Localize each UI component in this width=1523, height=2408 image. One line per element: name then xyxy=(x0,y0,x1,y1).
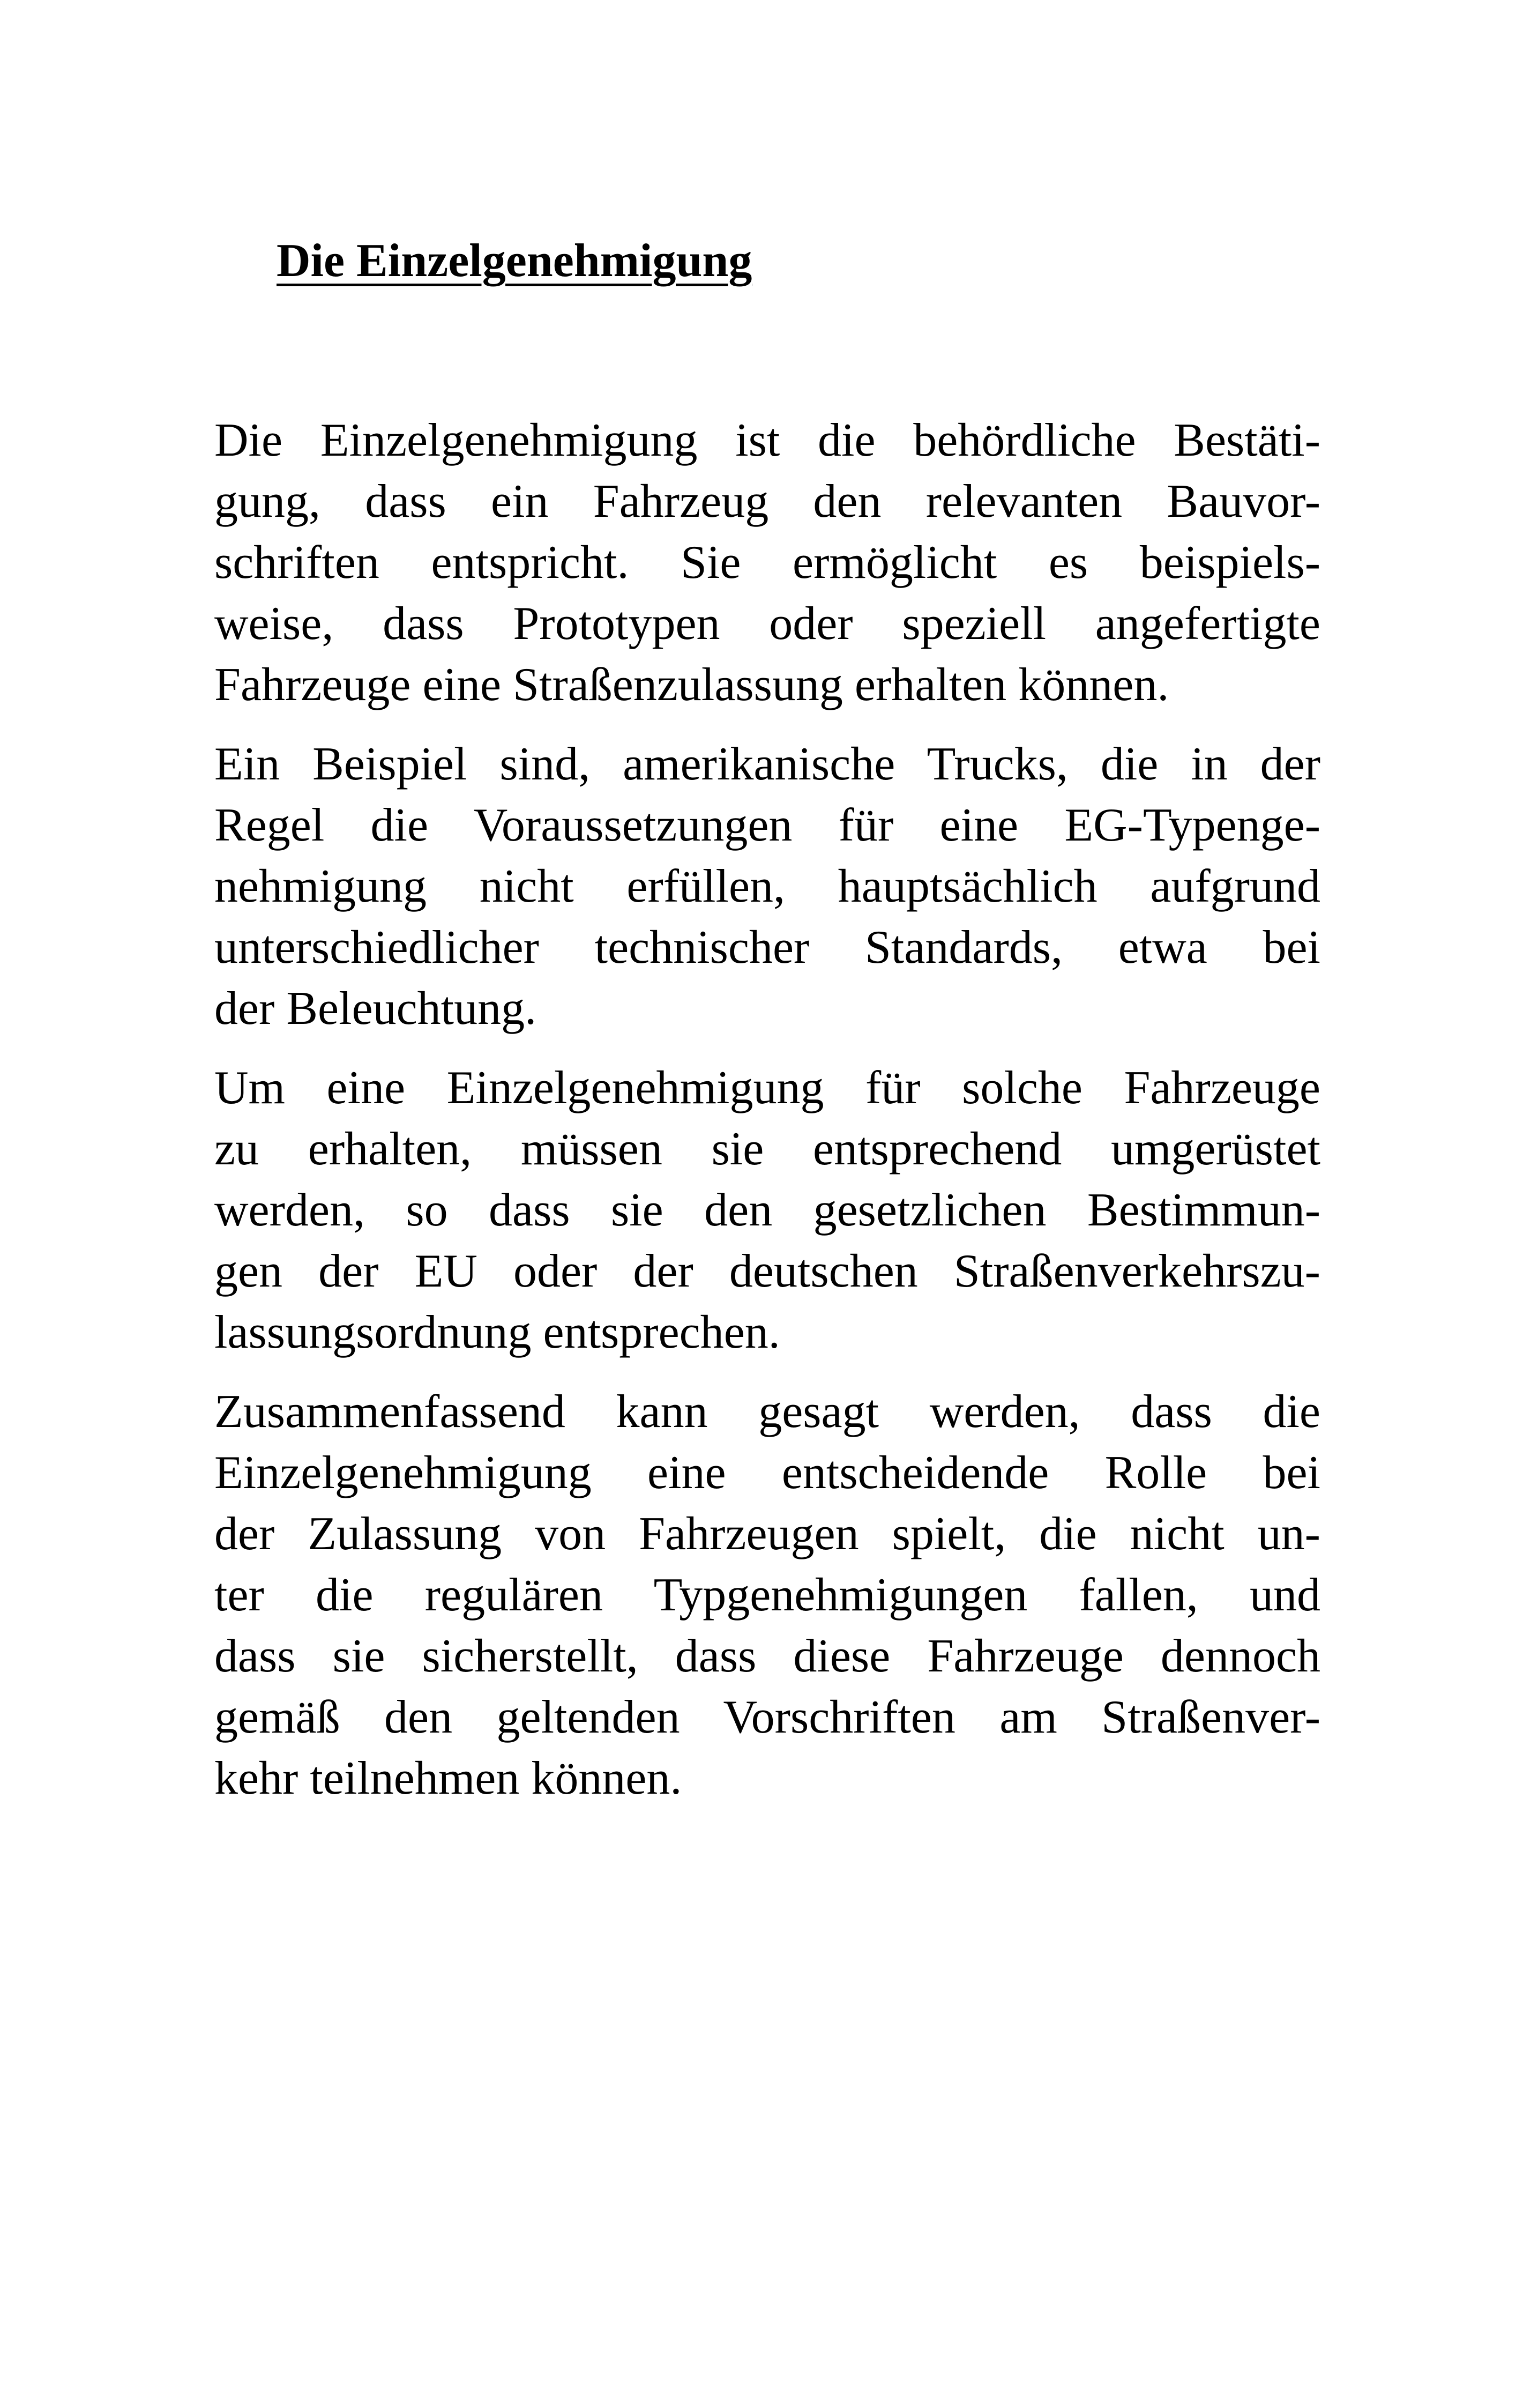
text-line: gung, dass ein Fahrzeug den relevanten Bauvor- xyxy=(214,475,1320,527)
text-line: ter die regulären Typgenehmigungen fallen, und xyxy=(214,1569,1320,1621)
paragraph-1 xyxy=(214,410,1320,716)
text-line: unterschiedlicher technischer Standards, etwa bei xyxy=(214,921,1320,973)
text-line: Einzelgenehmigung eine entscheidende Rolle bei xyxy=(214,1447,1320,1499)
text-line: dass sie sicherstellt, dass diese Fahrzeuge dennoch xyxy=(214,1630,1320,1682)
text-line: lassungsordnung entsprechen. xyxy=(214,1306,780,1358)
text-line: werden, so dass sie den gesetzlichen Bestimmun- xyxy=(214,1184,1320,1236)
text-line: weise, dass Prototypen oder speziell angefertigte xyxy=(214,598,1320,650)
text-line: Ein Beispiel sind, amerikanische Trucks, die in der xyxy=(214,738,1320,790)
text-line: Fahrzeuge eine Straßenzulassung erhalten können. xyxy=(214,659,1169,711)
text-line: kehr teilnehmen können. xyxy=(214,1752,682,1804)
text-line: Zusammenfassend kann gesagt werden, dass die xyxy=(214,1386,1320,1438)
text-line: Um eine Einzelgenehmigung für solche Fahrzeuge xyxy=(214,1062,1320,1114)
text-line: der Beleuchtung. xyxy=(214,983,537,1035)
text-line: zu erhalten, müssen sie entsprechend umgerüstet xyxy=(214,1123,1320,1175)
paragraph-2 xyxy=(214,734,1320,1039)
body-text xyxy=(214,410,1320,1827)
text-line: Die Einzelgenehmigung ist die behördliche Bestäti- xyxy=(214,414,1320,466)
text-line: nehmigung nicht erfüllen, hauptsächlich aufgrund xyxy=(214,860,1320,912)
page-title: Die Einzelgenehmigung xyxy=(277,235,752,287)
paragraph-4 xyxy=(214,1381,1320,1809)
text-line: gen der EU oder der deutschen Straßenverkehrszu- xyxy=(214,1245,1320,1297)
text-line: Regel die Voraussetzungen für eine EG-Typenge- xyxy=(214,799,1320,851)
text-line: der Zulassung von Fahrzeugen spielt, die nicht un- xyxy=(214,1508,1320,1560)
paragraph-3 xyxy=(214,1058,1320,1363)
text-line: schriften entspricht. Sie ermöglicht es beispiels- xyxy=(214,537,1320,589)
text-line: gemäß den geltenden Vorschriften am Straßenver- xyxy=(214,1691,1320,1743)
